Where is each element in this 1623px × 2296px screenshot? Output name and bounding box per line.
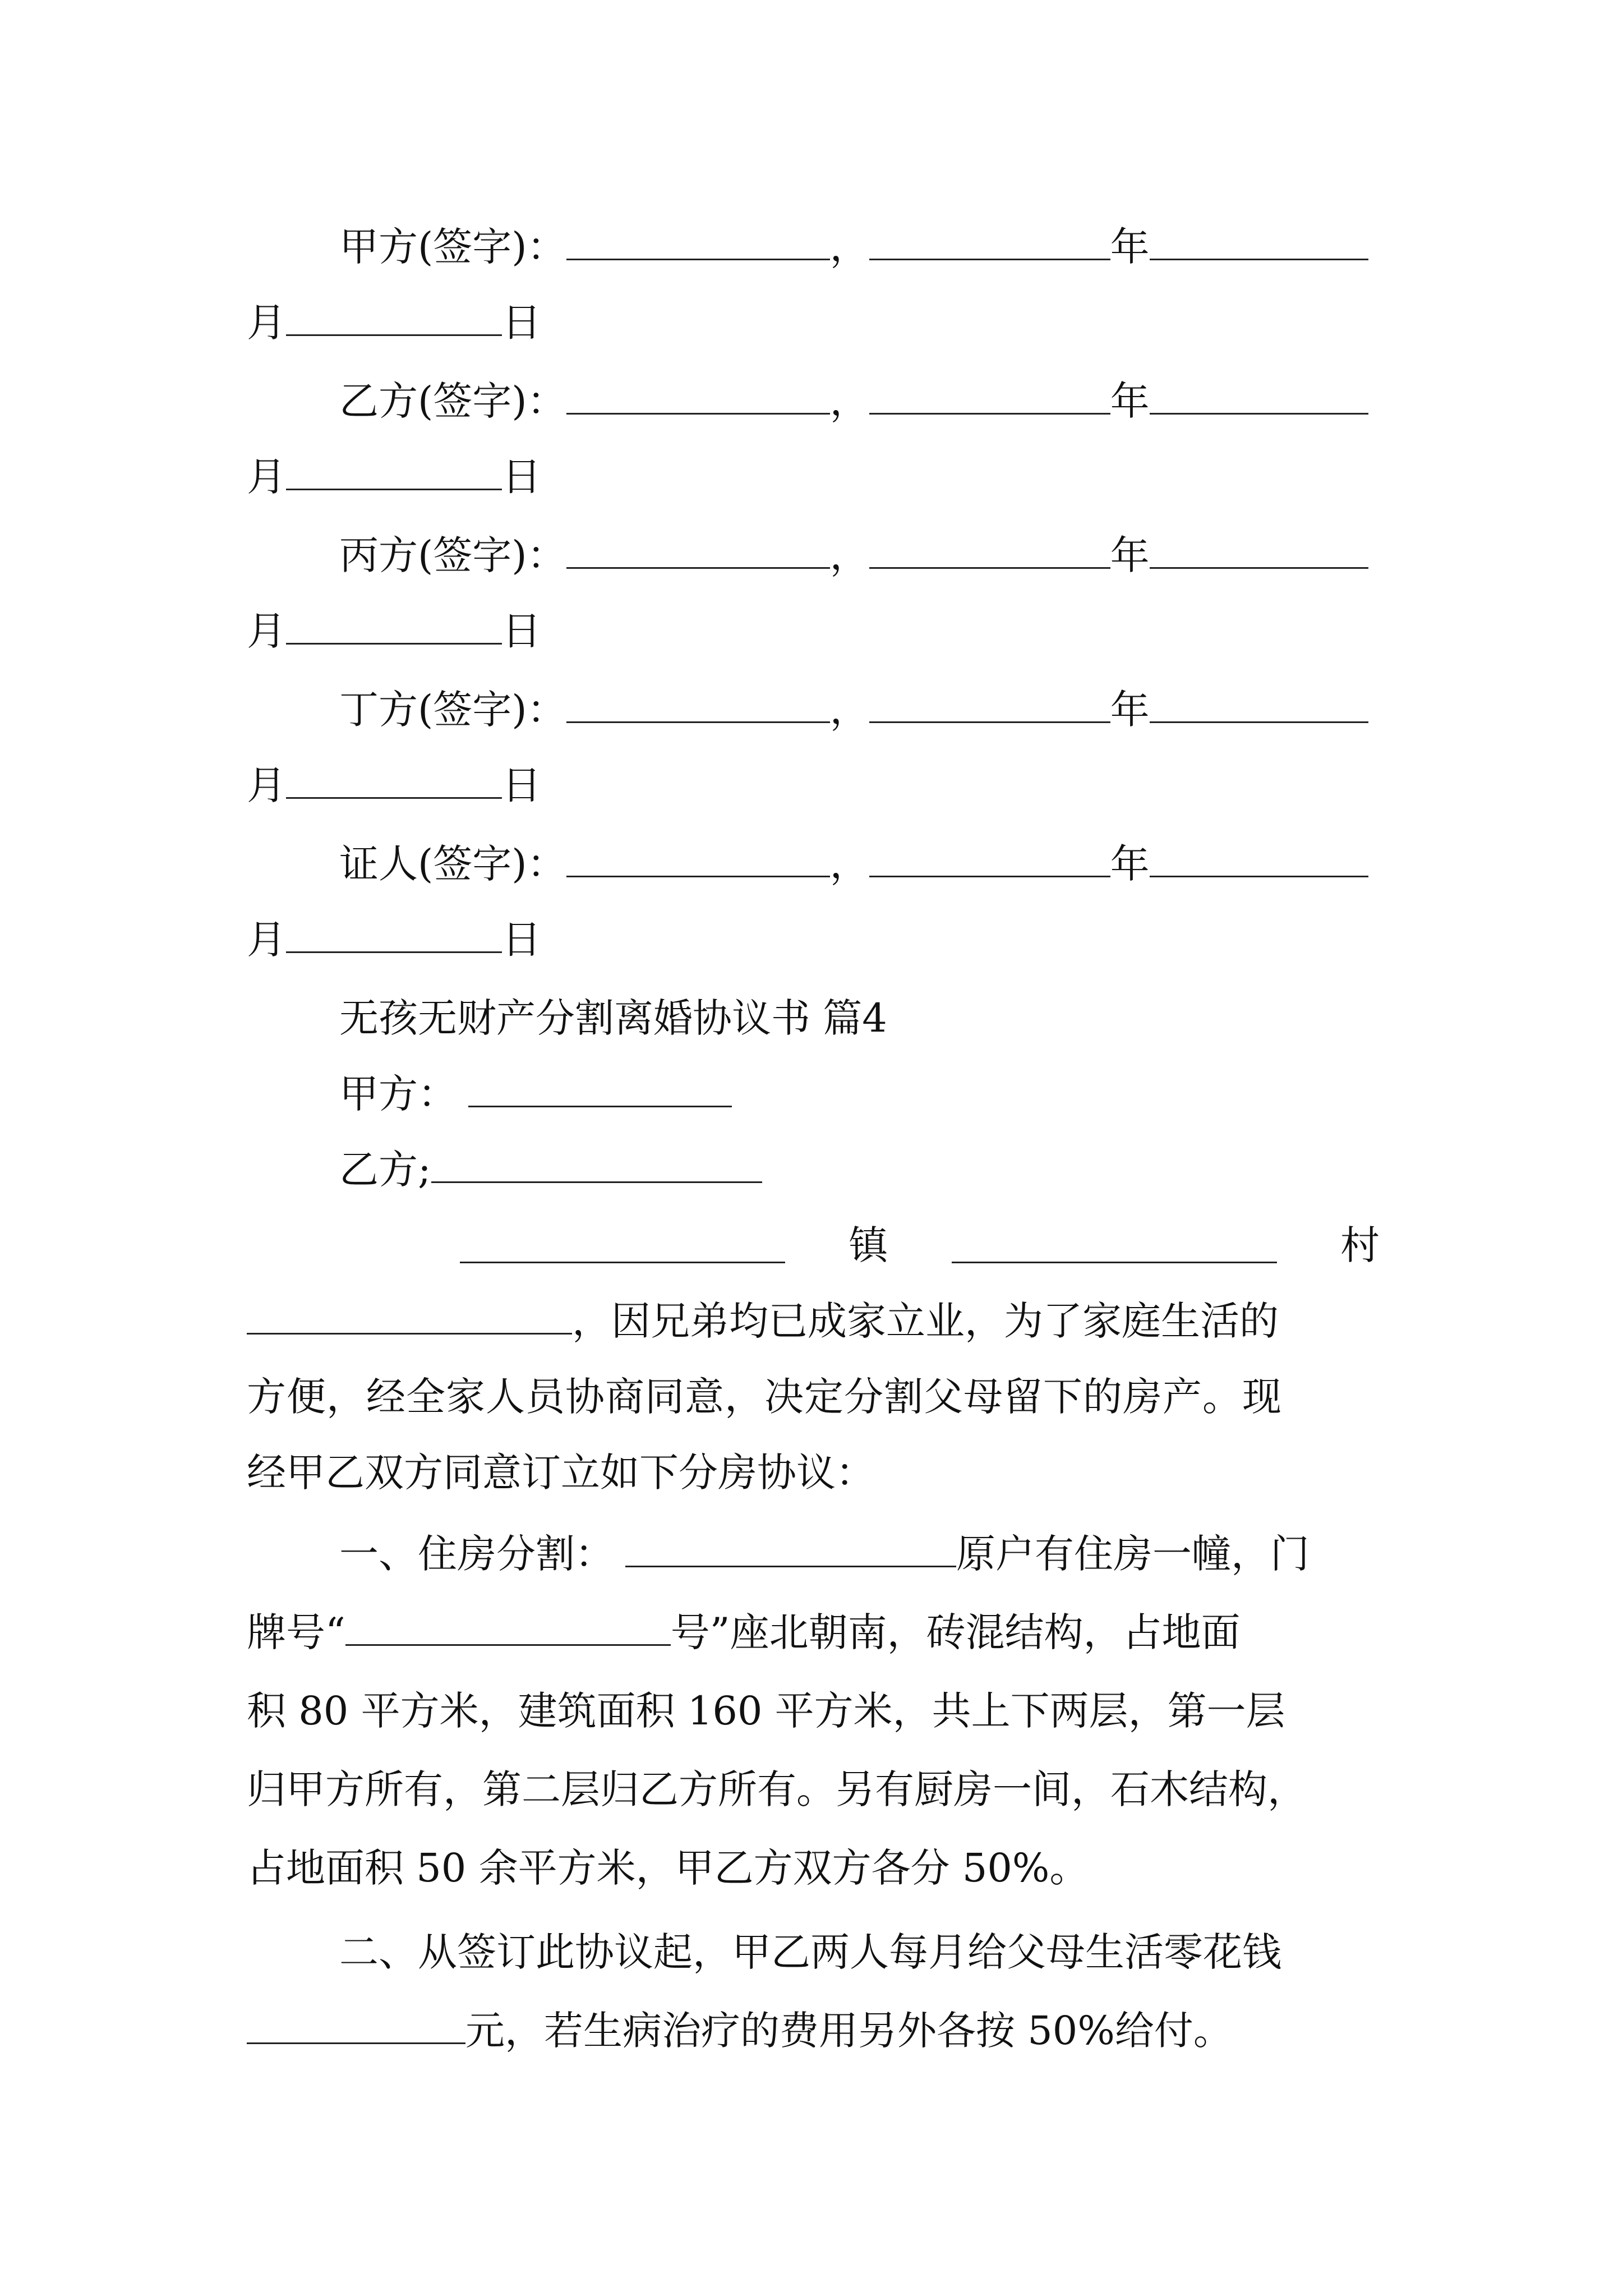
clause-1-line-4: 归甲方所有，第二层归乙方所有。另有厨房一间，石木结构，	[247, 1766, 1307, 1812]
clause-2-line-1: 二、从签订此协议起，甲乙两人每月给父母生活零花钱	[339, 1929, 1281, 1975]
signature-row-d: 丁方(签字)： ， 年	[339, 670, 1368, 749]
signature-label: 丙方(签字)：	[339, 532, 566, 578]
clause-1-line-2: 牌号“ 号”座北朝南，砖混结构，占地面	[247, 1593, 1241, 1672]
year-blank	[869, 836, 1110, 877]
month-prefix-blank	[1150, 682, 1368, 723]
signature-date-row-witness: 月 日	[247, 900, 541, 979]
year-blank	[869, 374, 1110, 415]
intro-line-1: 镇 村	[460, 1206, 1380, 1285]
clause-2-line-2: 元，若生病治疗的费用另外各按 50%给付。	[247, 1991, 1233, 2070]
intro-line-3: 方便，经全家人员协商同意，决定分割父母留下的房产。现	[247, 1374, 1282, 1420]
signature-blank	[566, 219, 830, 260]
clause-1-line-5: 占地面积 50 余平方米，甲乙方双方各分 50%。	[247, 1845, 1089, 1891]
day-blank	[286, 912, 502, 953]
owner-blank	[625, 1526, 956, 1567]
signature-row-witness: 证人(签字)： ， 年	[339, 825, 1368, 903]
signature-date-row-b: 月 日	[247, 438, 541, 516]
signature-blank	[566, 836, 830, 877]
signature-row-b: 乙方(签字)： ， 年	[339, 362, 1368, 440]
day-blank	[286, 604, 502, 645]
signature-row-c: 丙方(签字)： ， 年	[339, 516, 1368, 595]
section-title: 无孩无财产分割离婚协议书 篇4	[339, 995, 887, 1041]
signature-date-row-d: 月 日	[247, 746, 541, 825]
village-name-blank	[247, 1294, 572, 1335]
signature-label: 乙方(签字)：	[339, 378, 566, 424]
year-blank	[869, 682, 1110, 723]
allowance-blank	[247, 2003, 465, 2044]
intro-line-4: 经甲乙双方同意订立如下分房协议：	[247, 1450, 875, 1496]
signature-row-a: 甲方(签字)： ， 年	[339, 208, 1368, 286]
day-blank	[286, 295, 502, 336]
signature-blank	[566, 682, 830, 723]
month-prefix-blank	[1150, 374, 1368, 415]
signature-date-row-a: 月 日	[247, 283, 541, 362]
month-prefix-blank	[1150, 836, 1368, 877]
village-blank	[952, 1228, 1277, 1263]
clause-1-line-1: 一、住房分割： 原户有住房一幢，门	[339, 1515, 1310, 1593]
party-a-blank	[468, 1066, 732, 1107]
signature-blank	[566, 528, 830, 569]
house-number-blank	[345, 1605, 671, 1646]
signature-date-row-c: 月 日	[247, 592, 541, 670]
party-b-blank	[431, 1142, 762, 1183]
clause-1-line-3: 积 80 平方米，建筑面积 160 平方米，共上下两层，第一层	[247, 1688, 1285, 1734]
party-b-line: 乙方;	[339, 1130, 762, 1209]
party-a-line: 甲方：	[339, 1055, 732, 1133]
month-prefix-blank	[1150, 219, 1368, 260]
signature-label: 证人(签字)：	[339, 841, 566, 887]
signature-blank	[566, 374, 830, 415]
signature-label: 甲方(签字)：	[339, 224, 566, 270]
year-blank	[869, 528, 1110, 569]
signature-label: 丁方(签字)：	[339, 687, 566, 733]
year-blank	[869, 219, 1110, 260]
day-blank	[286, 449, 502, 490]
month-prefix-blank	[1150, 528, 1368, 569]
intro-line-2: ，因兄弟均已成家立业，为了家庭生活的	[247, 1282, 1279, 1360]
town-blank	[460, 1228, 785, 1263]
day-blank	[286, 758, 502, 799]
